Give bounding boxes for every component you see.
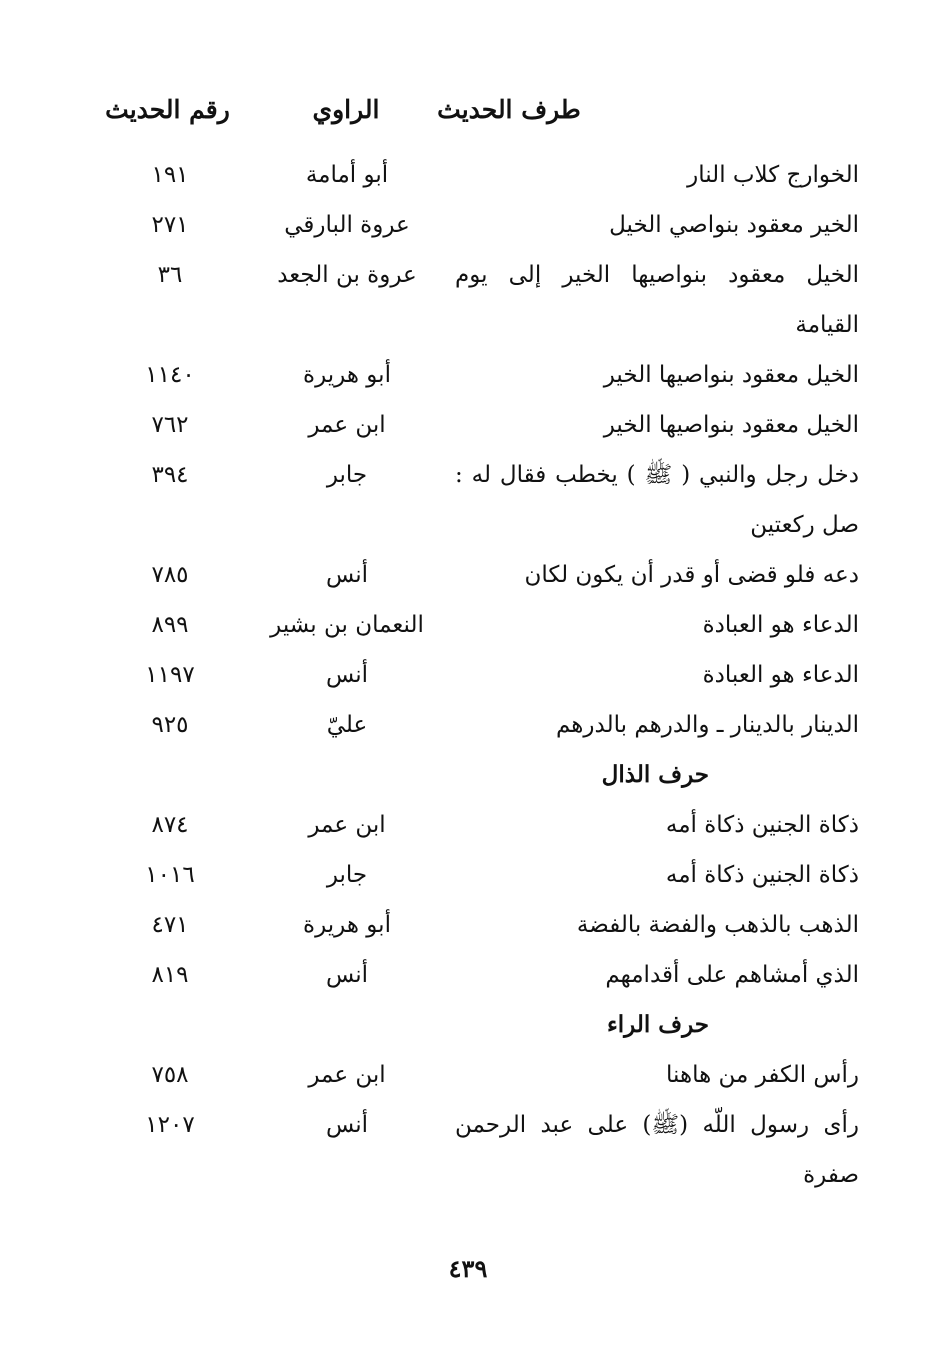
- hadith-text: الذي أمشاهم على أقدامهم: [605, 962, 859, 988]
- hadith-number: ٧٨٥: [151, 562, 189, 588]
- narrator-name: أنس: [325, 662, 369, 688]
- hadith-text: الخوارج كلاب النار: [687, 162, 859, 188]
- page-number: ٤٣٩: [448, 1254, 488, 1283]
- hadith-index-list: [0, 150, 937, 1200]
- narrator-name: عروة البارقي: [284, 212, 410, 238]
- section-title: حرف الذال: [601, 761, 709, 788]
- index-row: [0, 650, 937, 700]
- narrator-name: ابن عمر: [308, 412, 386, 438]
- hadith-text: ذكاة الجنين ذكاة أمه: [665, 812, 859, 838]
- narrator-name: أنس: [325, 962, 369, 988]
- index-row: [0, 950, 937, 1000]
- hadith-text: دخل رجل والنبي ( ﷺ ) يخطب فقال له : صل ركعتين: [455, 462, 859, 538]
- narrator-name: النعمان بن بشير: [270, 612, 424, 638]
- index-row: [0, 350, 937, 400]
- hadith-number: ٨١٩: [151, 962, 189, 988]
- hadith-number: ٤٧١: [151, 912, 189, 938]
- section-heading: [0, 750, 937, 800]
- hadith-text: رأس الكفر من هاهنا: [666, 1062, 859, 1088]
- narrator-name: جابر: [326, 462, 368, 488]
- hadith-text: الدينار بالدينار ـ والدرهم بالدرهم: [555, 712, 859, 738]
- index-row: [0, 800, 937, 850]
- hadith-number: ١٩١: [151, 162, 189, 188]
- hadith-number: ٨٩٩: [151, 612, 189, 638]
- hadith-number: ٧٦٢: [151, 412, 189, 438]
- index-row: [0, 450, 937, 550]
- narrator-name: عليّ: [326, 712, 368, 738]
- index-row: [0, 250, 937, 350]
- hadith-column-header: طرف الحديث: [437, 95, 581, 124]
- narrator-name: جابر: [326, 862, 368, 888]
- index-row: [0, 400, 937, 450]
- index-row: [0, 200, 937, 250]
- index-row: [0, 600, 937, 650]
- hadith-text: الخيل معقود بنواصيها الخير إلى يوم القيامة: [455, 262, 859, 338]
- hadith-text: الدعاء هو العبادة: [702, 612, 859, 638]
- hadith-number: ٢٧١: [151, 212, 189, 238]
- hadith-text: الدعاء هو العبادة: [702, 662, 859, 688]
- narrator-name: أبو هريرة: [303, 362, 391, 388]
- hadith-number: ١١٩٧: [145, 662, 195, 688]
- hadith-number: ٣٦: [157, 262, 183, 288]
- narrator-name: ابن عمر: [308, 812, 386, 838]
- narrator-name: أنس: [325, 1112, 369, 1138]
- number-column-header: رقم الحديث: [105, 95, 230, 124]
- hadith-text: الخيل معقود بنواصيها الخير: [603, 362, 859, 388]
- index-row: [0, 1050, 937, 1100]
- hadith-text: دعه فلو قضى أو قدر أن يكون لكان: [524, 562, 859, 588]
- hadith-number: ٨٧٤: [151, 812, 189, 838]
- narrator-name: أبو هريرة: [303, 912, 391, 938]
- narrator-name: ابن عمر: [308, 1062, 386, 1088]
- section-title: حرف الراء: [606, 1011, 709, 1038]
- hadith-number: ١٠١٦: [145, 862, 195, 888]
- hadith-text: الخير معقود بنواصي الخيل: [609, 212, 859, 238]
- narrator-name: عروة بن الجعد: [277, 262, 417, 288]
- hadith-number: ٧٥٨: [151, 1062, 189, 1088]
- table-header: [0, 95, 937, 139]
- hadith-text: رأى رسول اللّه (ﷺ) على عبد الرحمن صفرة: [455, 1112, 859, 1188]
- index-row: [0, 700, 937, 750]
- hadith-number: ١١٤٠: [145, 362, 195, 388]
- hadith-text: ذكاة الجنين ذكاة أمه: [665, 862, 859, 888]
- narrator-name: أنس: [325, 562, 369, 588]
- hadith-number: ١٢٠٧: [145, 1112, 195, 1138]
- hadith-text: الذهب بالذهب والفضة بالفضة: [576, 912, 859, 938]
- index-row: [0, 1100, 937, 1200]
- section-heading: [0, 1000, 937, 1050]
- hadith-text: الخيل معقود بنواصيها الخير: [603, 412, 859, 438]
- hadith-number: ٩٢٥: [151, 712, 189, 738]
- hadith-number: ٣٩٤: [151, 462, 189, 488]
- index-row: [0, 150, 937, 200]
- narrator-name: أبو أمامة: [305, 162, 389, 188]
- narrator-column-header: الراوي: [312, 95, 380, 124]
- index-row: [0, 850, 937, 900]
- index-row: [0, 900, 937, 950]
- index-row: [0, 550, 937, 600]
